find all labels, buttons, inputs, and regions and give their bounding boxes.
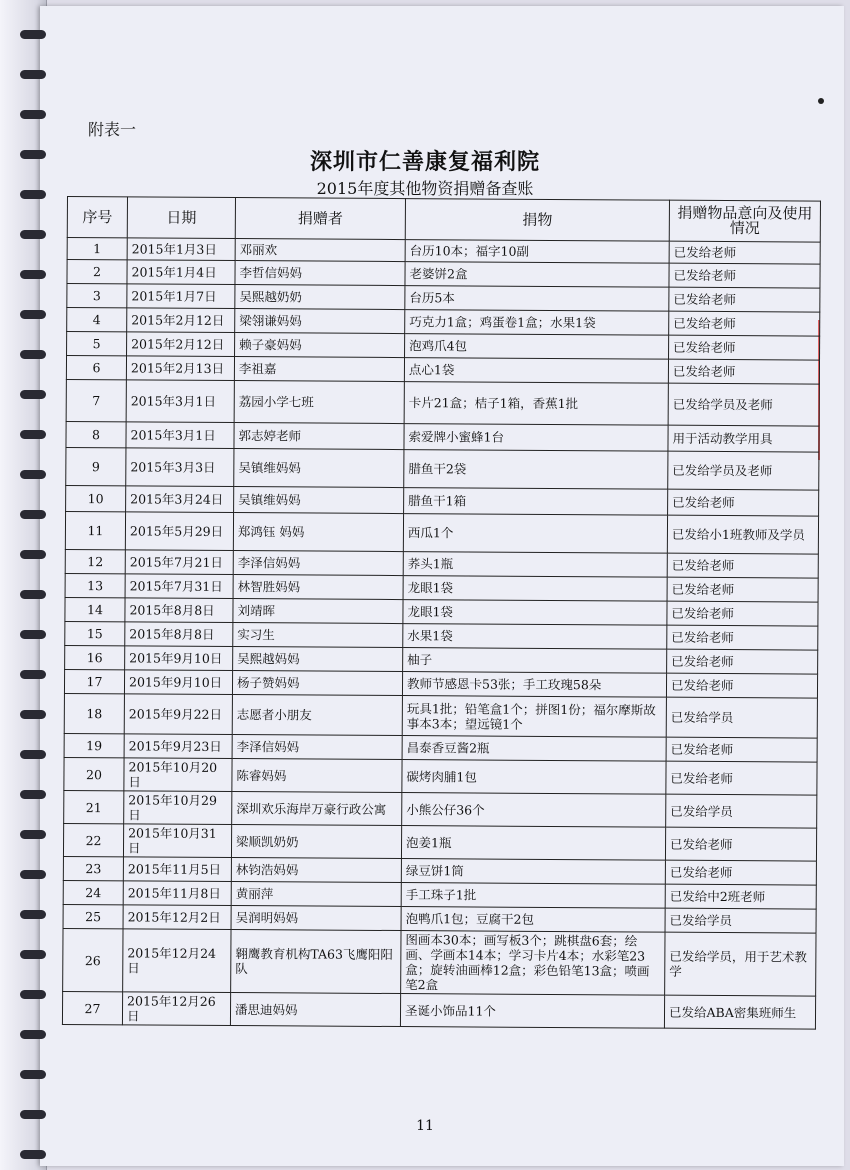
row-donor: 志愿者小朋友 <box>232 695 402 736</box>
row-date: 2015年10月29日 <box>124 791 232 825</box>
row-date: 2015年3月1日 <box>126 380 234 423</box>
row-use: 已发给学员及老师 <box>668 383 819 426</box>
row-date: 2015年3月1日 <box>126 422 234 449</box>
table-row <box>63 928 816 996</box>
row-donor: 深圳欢乐海岸万豪行政公寓 <box>232 792 402 826</box>
row-date: 2015年2月13日 <box>126 356 234 381</box>
row-donor: 梁翎谦妈妈 <box>235 309 405 334</box>
row-donor: 吴熙越奶奶 <box>235 285 405 310</box>
row-item: 台历5本 <box>405 286 669 312</box>
row-date: 2015年3月24日 <box>126 486 234 513</box>
row-date: 2015年3月3日 <box>126 448 234 487</box>
row-number: 21 <box>64 790 124 823</box>
header-date: 日期 <box>127 197 235 239</box>
row-number: 5 <box>67 332 127 356</box>
row-item: 台历10本；福字10副 <box>405 240 669 264</box>
row-date: 2015年1月4日 <box>127 260 235 285</box>
binder-ring <box>20 750 46 759</box>
row-date: 2015年12月2日 <box>123 905 231 930</box>
table-row <box>64 693 817 738</box>
donation-ledger-table <box>62 196 821 1030</box>
row-date: 2015年7月31日 <box>125 574 233 599</box>
row-donor: 李泽信妈妈 <box>233 551 403 576</box>
binder-ring <box>20 510 46 519</box>
binder-ring <box>20 1070 46 1079</box>
row-item: 手工珠子1批 <box>401 883 665 909</box>
row-number: 1 <box>67 238 127 260</box>
row-item: 老婆饼2盒 <box>405 262 669 288</box>
row-number: 15 <box>65 621 125 645</box>
row-use: 已发给学员 <box>666 697 817 738</box>
row-number: 16 <box>65 645 125 669</box>
row-item: 龙眼1袋 <box>403 576 667 602</box>
row-item: 巧克力1盒；鸡蛋卷1盒；水果1袋 <box>405 310 669 336</box>
binder-ring <box>20 70 46 79</box>
row-number: 27 <box>62 991 122 1024</box>
row-donor: 李哲信妈妈 <box>235 261 405 286</box>
binder-ring <box>20 550 46 559</box>
row-donor: 吴镇维妈妈 <box>234 487 404 514</box>
binder-ring <box>20 830 46 839</box>
row-donor: 赖子豪妈妈 <box>235 333 405 358</box>
binder-ring <box>20 150 46 159</box>
table-row <box>65 511 818 554</box>
row-item: 腊鱼干2袋 <box>404 450 668 490</box>
row-number: 19 <box>64 733 124 757</box>
row-donor: 刘靖晖 <box>233 599 403 624</box>
row-donor: 李泽信妈妈 <box>232 735 402 760</box>
row-item: 荞头1瓶 <box>403 552 667 578</box>
row-number: 11 <box>65 511 125 549</box>
row-donor: 郑鸿钰 妈妈 <box>233 513 403 552</box>
table-row <box>64 790 817 828</box>
header-no: 序号 <box>67 197 127 238</box>
row-use: 已发给老师 <box>669 335 820 360</box>
page-number: 11 <box>416 1118 434 1134</box>
binder-ring <box>20 790 46 799</box>
row-number: 9 <box>66 447 126 485</box>
row-donor: 吴熙越妈妈 <box>233 647 403 672</box>
header-donor: 捐赠者 <box>235 198 405 240</box>
row-use: 已发给老师 <box>669 241 820 264</box>
binder-ring <box>20 30 46 39</box>
row-use: 已发给老师 <box>667 577 818 602</box>
row-use: 已发给老师 <box>665 860 816 885</box>
row-number: 25 <box>63 904 123 928</box>
row-use: 已发给学员，用于艺术教学 <box>665 932 816 996</box>
row-use: 用于活动教学用具 <box>668 425 819 452</box>
binder-ring <box>20 1030 46 1039</box>
row-date: 2015年9月22日 <box>124 694 232 735</box>
row-item: 小熊公仔36个 <box>402 793 666 828</box>
table-row <box>64 757 817 795</box>
row-item: 泡姜1瓶 <box>401 826 665 861</box>
binder-ring <box>20 110 46 119</box>
row-item: 索爱牌小蜜蜂1台 <box>404 424 668 452</box>
header-use: 捐赠物品意向及使用情况 <box>669 200 820 242</box>
row-number: 14 <box>65 597 125 621</box>
binder-ring <box>20 630 46 639</box>
row-donor: 李祖嘉 <box>234 357 404 382</box>
row-donor: 翱鹰教育机构TA63飞鹰阳阳队 <box>231 930 401 994</box>
row-number: 7 <box>66 379 126 421</box>
row-number: 13 <box>65 573 125 597</box>
binder-ring <box>20 990 46 999</box>
row-date: 2015年9月23日 <box>124 734 232 759</box>
binder-ring <box>20 310 46 319</box>
row-date: 2015年1月7日 <box>127 284 235 309</box>
row-use: 已发给老师 <box>668 489 819 516</box>
row-item: 圣诞小饰品11个 <box>400 994 664 1029</box>
row-number: 20 <box>64 757 124 790</box>
row-item: 点心1袋 <box>404 358 668 384</box>
row-date: 2015年7月21日 <box>125 550 233 575</box>
row-use: 已发给学员 <box>666 794 817 828</box>
binder-ring <box>20 1150 46 1159</box>
row-donor: 潘思迪妈妈 <box>230 993 400 1027</box>
row-donor: 吴镇维妈妈 <box>234 449 404 488</box>
row-number: 17 <box>64 669 124 693</box>
row-use: 已发给ABA密集班师生 <box>664 995 815 1029</box>
row-date: 2015年11月8日 <box>123 881 231 906</box>
row-item: 玩具1批；铅笔盒1个；拼图1份；福尔摩斯故事本3本；望远镜1个 <box>402 696 666 738</box>
row-use: 已发给老师 <box>665 827 816 861</box>
row-use: 已发给老师 <box>667 625 818 650</box>
row-donor: 郭志婷老师 <box>234 423 404 450</box>
row-use: 已发给学员 <box>665 908 816 933</box>
table-row <box>66 379 819 426</box>
table-row <box>66 447 819 490</box>
binder-ring <box>20 590 46 599</box>
binder-ring <box>20 390 46 399</box>
row-use: 已发给老师 <box>669 263 820 288</box>
binder-ring <box>20 1110 46 1119</box>
row-use: 已发给小1班教师及学员 <box>667 515 818 554</box>
row-number: 8 <box>66 421 126 447</box>
table-row <box>62 991 815 1029</box>
row-donor: 邓丽欢 <box>235 239 405 262</box>
row-date: 2015年10月31日 <box>123 824 231 858</box>
row-use: 已发给老师 <box>666 673 817 698</box>
binder-ring <box>20 910 46 919</box>
row-date: 2015年9月10日 <box>125 646 233 671</box>
row-number: 4 <box>67 308 127 332</box>
row-item: 腊鱼干1箱 <box>404 488 668 516</box>
row-date: 2015年11月5日 <box>123 857 231 882</box>
row-number: 3 <box>67 284 127 308</box>
row-date: 2015年9月10日 <box>124 670 232 695</box>
binder-ring <box>20 230 46 239</box>
row-item: 昌泰香豆酱2瓶 <box>402 736 666 762</box>
row-item: 泡鸡爪4包 <box>405 334 669 360</box>
row-number: 6 <box>66 356 126 380</box>
row-number: 2 <box>67 260 127 284</box>
row-use: 已发给老师 <box>667 649 818 674</box>
row-donor: 林钧浩妈妈 <box>231 858 401 883</box>
row-donor: 林智胜妈妈 <box>233 575 403 600</box>
row-item: 水果1袋 <box>403 624 667 650</box>
row-date: 2015年8月8日 <box>125 622 233 647</box>
red-stamp-edge <box>818 320 850 460</box>
document-subtitle: 2015年度其他物资捐赠备查账 <box>316 179 534 198</box>
row-item: 图画本30本；画写板3个；跳棋盘6套；绘画、学画本14本；学习卡片4本；水彩笔23盒；旋转油画棒12盒；彩色铅笔13盒；喷画笔2盒 <box>401 931 665 996</box>
row-item: 绿豆饼1筒 <box>401 859 665 885</box>
row-use: 已发给老师 <box>667 601 818 626</box>
row-number: 12 <box>65 549 125 573</box>
row-number: 23 <box>63 856 123 880</box>
row-use: 已发给老师 <box>668 359 819 384</box>
row-donor: 吴润明妈妈 <box>231 906 401 931</box>
row-use: 已发给老师 <box>666 761 817 795</box>
binder-ring <box>20 470 46 479</box>
row-donor: 陈睿妈妈 <box>232 759 402 793</box>
row-item: 卡片21盒；桔子1箱，香蕉1批 <box>404 382 668 426</box>
row-use: 已发给老师 <box>669 287 820 312</box>
row-donor: 杨子赞妈妈 <box>232 671 402 696</box>
row-date: 2015年8月8日 <box>125 598 233 623</box>
appendix-label: 附表一 <box>88 120 137 139</box>
row-use: 已发给学员及老师 <box>668 451 819 490</box>
binder-ring <box>20 710 46 719</box>
binder-ring <box>20 870 46 879</box>
binder-ring <box>20 350 46 359</box>
row-use: 已发给老师 <box>667 553 818 578</box>
row-date: 2015年12月24日 <box>123 929 231 993</box>
table-row <box>63 823 816 861</box>
row-number: 24 <box>63 880 123 904</box>
row-date: 2015年1月3日 <box>127 238 235 261</box>
row-use: 已发给老师 <box>666 737 817 762</box>
row-donor: 黄丽萍 <box>231 882 401 907</box>
document-title: 深圳市仁善康复福利院 <box>309 149 540 175</box>
binder-ring <box>20 670 46 679</box>
row-item: 泡鸭爪1包；豆腐干2包 <box>401 907 665 933</box>
row-donor: 梁顺凯奶奶 <box>231 825 401 859</box>
table-body <box>62 238 820 1030</box>
row-number: 18 <box>64 693 124 733</box>
binder-ring <box>20 190 46 199</box>
row-donor: 荔园小学七班 <box>234 381 404 424</box>
row-use: 已发给中2班老师 <box>665 884 816 909</box>
binder-ring <box>20 430 46 439</box>
row-date: 2015年2月12日 <box>127 332 235 357</box>
table-header-row <box>67 197 820 243</box>
header-item: 捐物 <box>405 199 669 242</box>
row-date: 2015年12月26日 <box>122 992 230 1026</box>
row-item: 教师节感恩卡53张；手工玫瑰58朵 <box>402 672 666 698</box>
row-item: 柚子 <box>403 648 667 674</box>
row-number: 26 <box>63 928 123 991</box>
binder-ring <box>20 950 46 959</box>
row-date: 2015年2月12日 <box>127 308 235 333</box>
row-item: 龙眼1袋 <box>403 600 667 626</box>
row-donor: 实习生 <box>233 623 403 648</box>
row-use: 已发给老师 <box>669 311 820 336</box>
row-item: 碳烤肉脯1包 <box>402 760 666 795</box>
row-date: 2015年10月20日 <box>124 758 232 792</box>
row-item: 西瓜1个 <box>403 514 667 554</box>
binder-ring <box>20 270 46 279</box>
row-date: 2015年5月29日 <box>125 512 233 551</box>
row-number: 22 <box>63 823 123 856</box>
ink-dot <box>818 98 824 104</box>
row-number: 10 <box>66 485 126 511</box>
